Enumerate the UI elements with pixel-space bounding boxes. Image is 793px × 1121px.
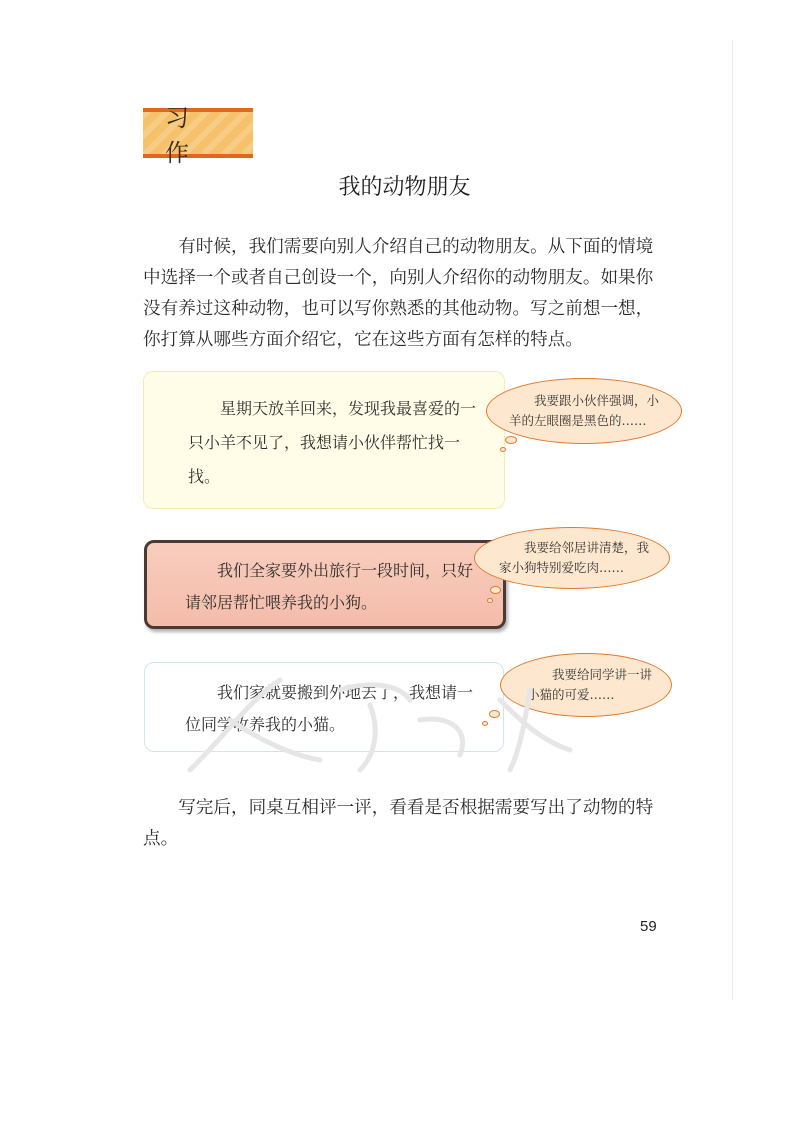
scenario-text: 星期天放羊回来，发现我最喜爱的一只小羊不见了，我想请小伙伴帮忙找一找。 xyxy=(188,399,477,486)
scenario-text: 我们全家要外出旅行一段时间，只好请邻居帮忙喂养我的小狗。 xyxy=(185,561,474,612)
section-badge xyxy=(143,104,253,167)
bubble-tail-dot xyxy=(490,586,501,594)
scenario-text: 我们家就要搬到外地去了，我想请一位同学收养我的小猫。 xyxy=(185,683,474,734)
scenario-box-cat xyxy=(144,662,504,752)
page-title: 我的动物朋友 xyxy=(338,175,471,200)
bubble-tail-dot xyxy=(505,436,517,444)
scenario-box-sheep xyxy=(143,371,505,509)
closing-paragraph: 写完后，同桌互相评一评，看看是否根据需要写出了动物的特点。 xyxy=(143,798,654,849)
page-number: 59 xyxy=(640,918,657,935)
thought-bubble-cat xyxy=(500,653,672,717)
section-label: 习 作 xyxy=(165,104,213,167)
bubble-text: 我要跟小伙伴强调，小羊的左眼圈是黑色的…… xyxy=(509,393,660,428)
intro-paragraph: 有时候，我们需要向别人介绍自己的动物朋友。从下面的情境中选择一个或者自己创设一个，向别人介绍你的动物朋友。如果你没有养过这种动物，也可以写你熟悉的其他动物。写之前想一想，你打算从哪些方面介绍它，它在这些方面有怎样的特点。 xyxy=(143,237,654,350)
bubble-tail-dot xyxy=(500,447,506,452)
thought-bubble-sheep xyxy=(486,378,682,444)
scenario-box-dog xyxy=(144,540,506,629)
thought-bubble-dog xyxy=(474,527,670,589)
bubble-text: 我要给邻居讲清楚，我家小狗特别爱吃肉…… xyxy=(499,540,650,575)
bubble-tail-dot xyxy=(487,598,493,603)
bubble-text: 我要给同学讲一讲小猫的可爱…… xyxy=(527,667,653,702)
bubble-tail-dot xyxy=(482,721,488,726)
bubble-tail-dot xyxy=(489,710,500,718)
